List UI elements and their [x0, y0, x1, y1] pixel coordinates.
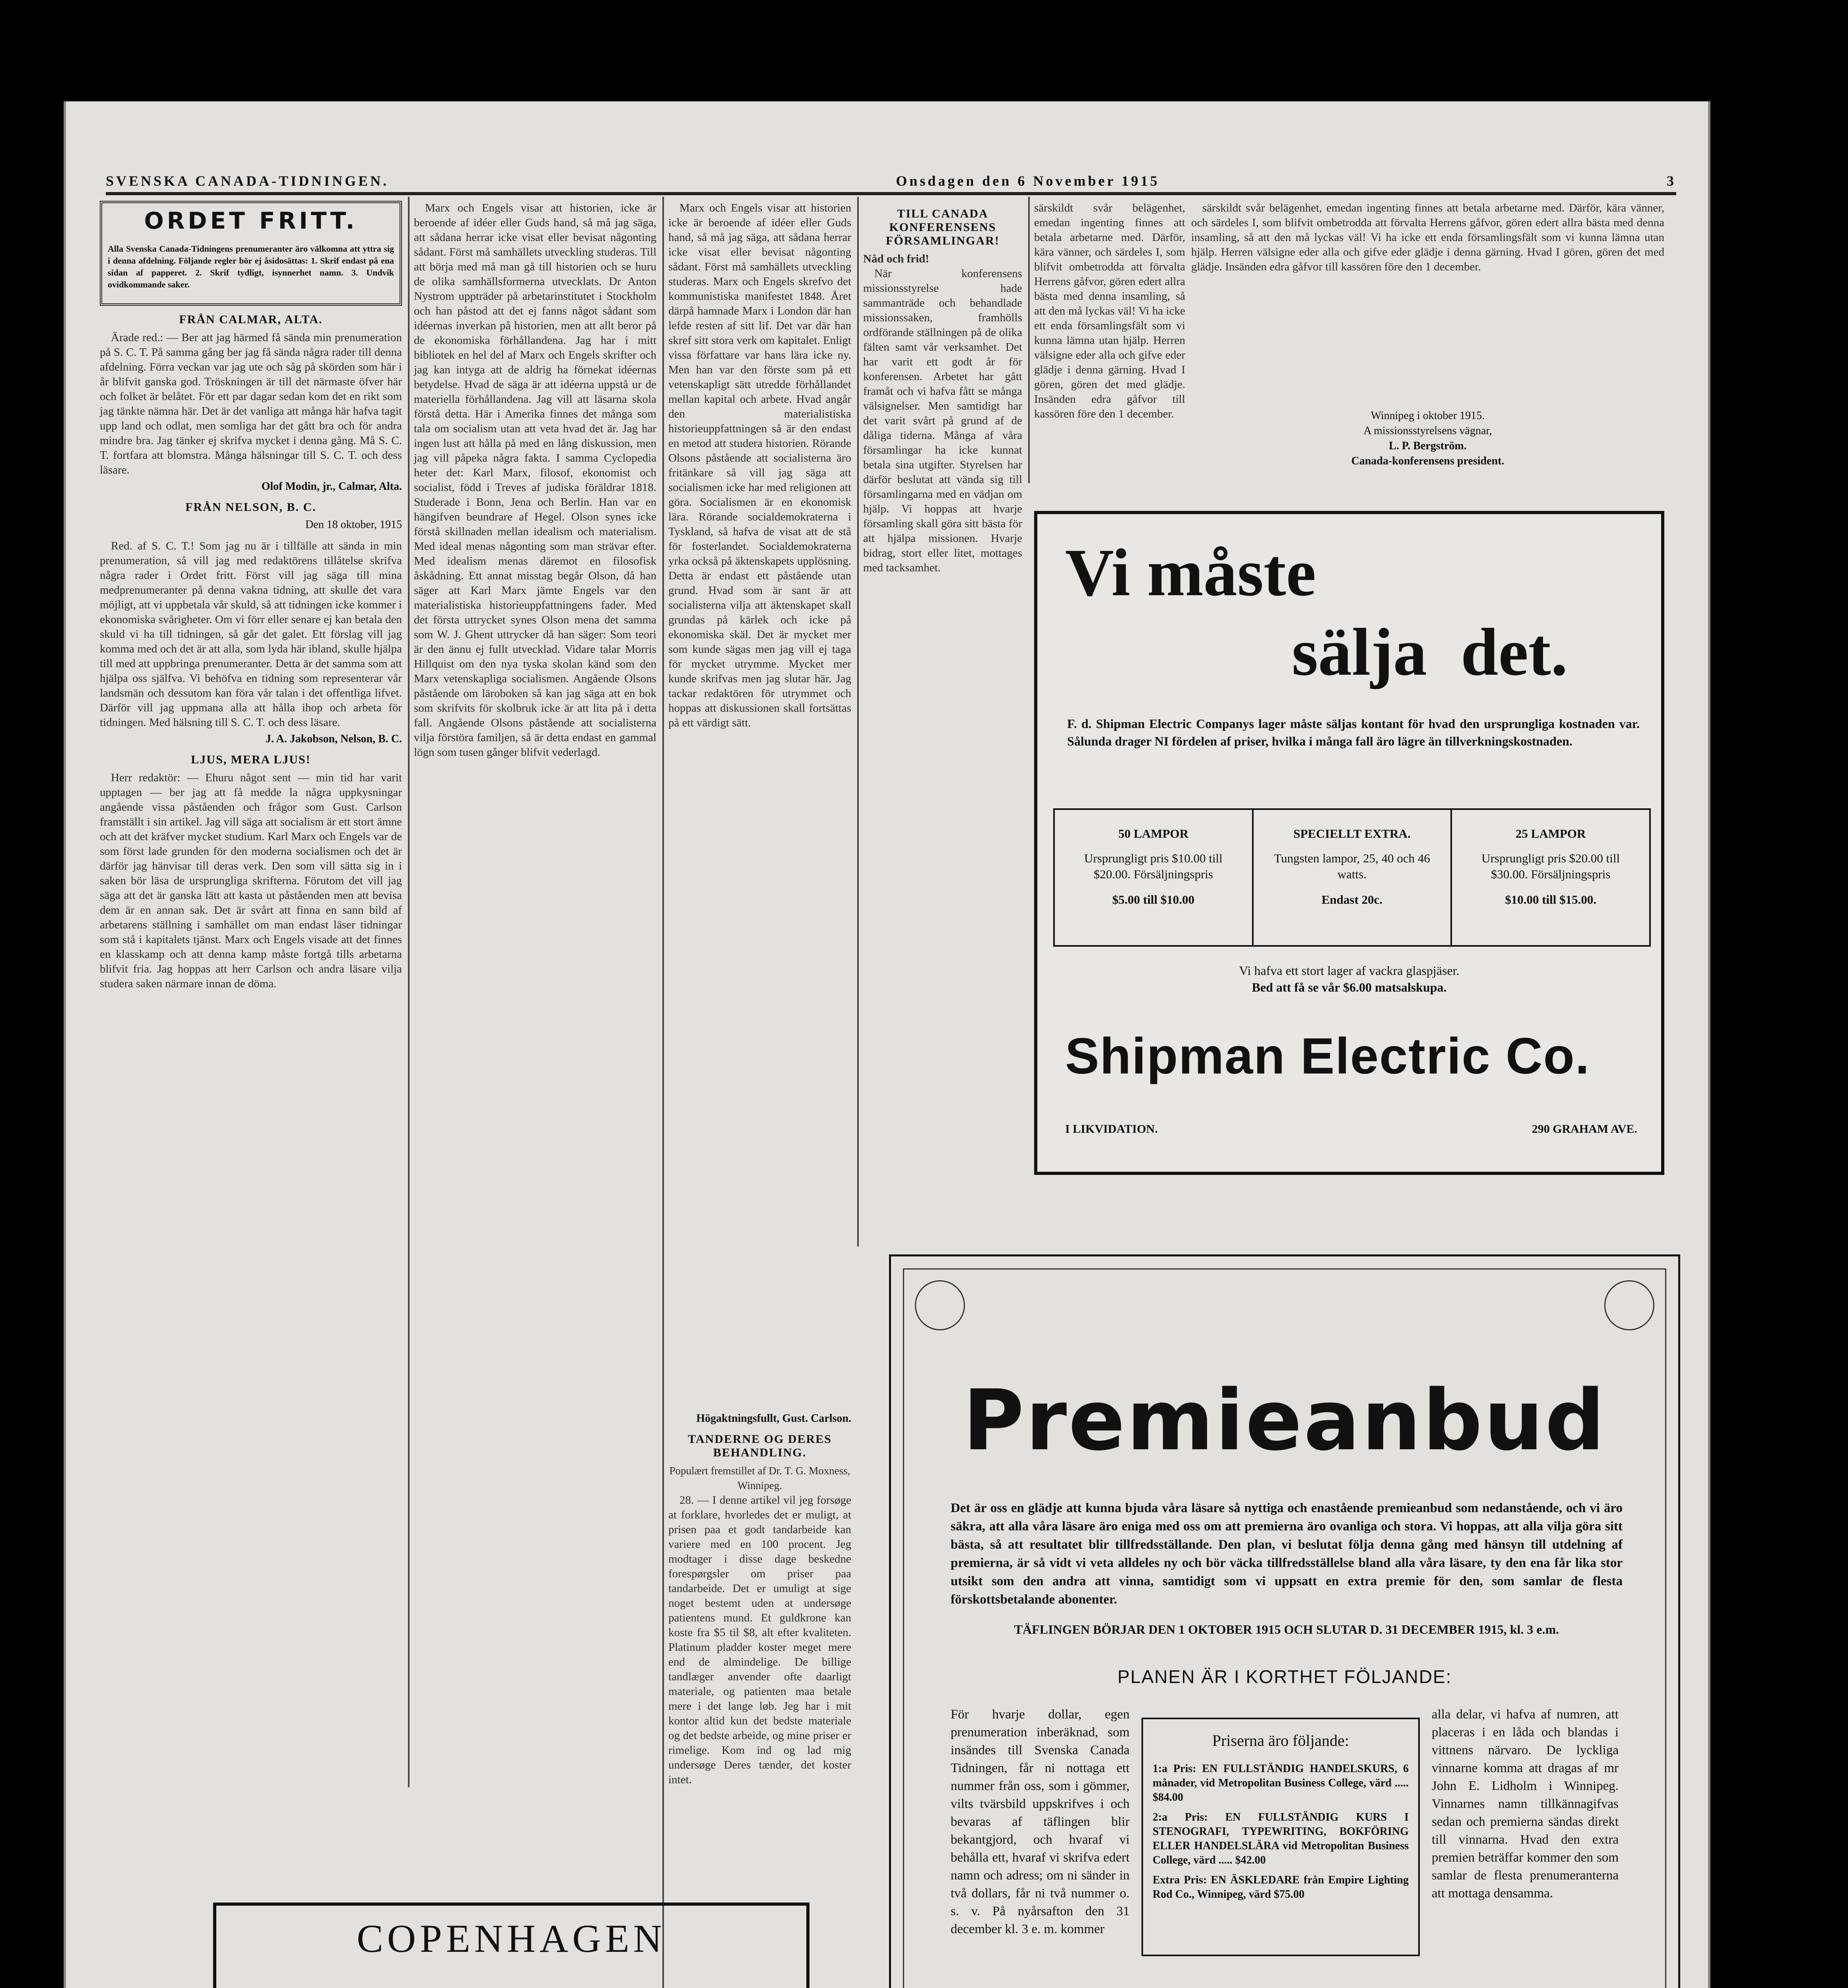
- letter-heading: FRÅN CALMAR, ALTA.: [179, 313, 323, 326]
- newspaper-page: [64, 101, 1710, 1988]
- plan-right-text: alla delar, vi hafva af numren, att placeras i en låda och blandas i vittnens närvaro. De lyckliga vinnarne komma att dragas af mr John E. Lidholm i Winnipeg. Vinnarnes namn tillkännagifvas sedan och premierna sändas direkt till vinnarna. Hvad den extra premien beträffar kommer den som samlar de flesta prenumeranterna att mottaga densamma.: [1432, 1707, 1619, 1901]
- column-ordet-fritt: [100, 201, 402, 1803]
- letter-body: Ärade red.: — Ber att jag härmed få sända min prenumeration på S. C. T. På samma gång ber jag få sända några rader till denna afdelning. Förra veckan var jag ute och såg på skörden som här i år blifvit ganska god. Tröskningen är till det närmaste öfver här och folket är belåtet. För ett par dagar sedan kom det en rikt som jag tänkte nämna här. Det är det vanliga att många här hafva tagit upp land och odlat, men somliga har det gått bra och för andra mindre bra. Jag tänker ej skrifva mycket i denna gång. Må S. C. T. fortfara att blomstra. Många hälsningar till S. C. T. och dess läsare.: [100, 331, 402, 476]
- plan-heading: PLANEN ÄR I KORTHET FÖLJANDE:: [1117, 1666, 1452, 1687]
- article-signature: Högaktningsfullt, Gust. Carlson.: [696, 1412, 851, 1425]
- notice-greeting: Nåd och frid!: [863, 252, 929, 265]
- ad-title: Premieanbud: [963, 1372, 1607, 1469]
- prizes-box: [1141, 1718, 1420, 1956]
- letter-signature: Olof Modin, jr., Calmar, Alta.: [261, 480, 402, 493]
- competition-dates: TÄFLINGEN BÖRJAR DEN 1 OKTOBER 1915 OCH SLUTAR D. 31 DECEMBER 1915, kl. 3 e.m.: [1014, 1622, 1559, 1637]
- ad-note-bold: Bed att få se vår $6.00 matsalskupa.: [1252, 980, 1447, 994]
- letter-heading: FRÅN NELSON, B. C.: [185, 501, 316, 514]
- article-subheading: Populært fremstillet af Dr. T. G. Moxness, Winnipeg.: [669, 1465, 850, 1491]
- copenhagen-advertisement: [213, 1903, 809, 1988]
- offer-special: [1254, 810, 1452, 945]
- offer-price: $5.00 till $10.00: [1112, 893, 1195, 907]
- notice-signature-name: L. P. Bergström.: [1389, 440, 1467, 452]
- premieanbud-advertisement: [889, 1254, 1680, 1988]
- prize-extra: Extra Pris: EN ÄSKLEDARE från Empire Lighting Rod Co., Winnipeg, värd $75.00: [1153, 1874, 1409, 1901]
- ad-offers: [1053, 808, 1651, 947]
- offer-lamps-50: [1055, 810, 1254, 945]
- page-header: [106, 170, 1676, 195]
- corner-ornament-icon: [915, 1280, 965, 1330]
- column-rule: [1028, 197, 1030, 483]
- prize-second: 2:a Pris: EN FULLSTÄNDIG KURS I STENOGRAFI, TYPEWRITING, BOKFÖRING ELLER HANDELSLÄRA vid Metropolitan Business College, värd ..... $42.00: [1153, 1811, 1409, 1866]
- letter-body: Red. af S. C. T.! Som jag nu är i tillfälle att sända in min prenumeration, så vill jag med redaktörens tillåtelse skrifva några rader i Ordet fritt. Först vill jag säga till mina medprenumeranter på denna vakna tidning, att skulle det vara möjligt, att vi uppbetala vår skuld, så att tidningen icke kommer i ekonomiska svårigheter. Om vi förr eller senare ej kan betala den skuld vi ha till tidningen, så går det galet. Ett förslag vill jag komma med och det är att alla, som lyda här ibland, skulle hjälpa till med att uppbringa prenumeranter. Detta är det samma som att hjälpa oss själfva. Vi behöfva en tidning som representerar vår landsmän och dessutom kan föra vår talan i det offentliga lifvet. Därför vill jag uppmana alla att hålla ihop och arbeta för tidningen. Med hälsning till S. C. T. och dess läsare.: [100, 540, 402, 729]
- company-address: 290 GRAHAM AVE.: [1532, 1122, 1637, 1136]
- corner-ornament-icon: [1604, 1280, 1654, 1330]
- notice-place-date: Winnipeg i oktober 1915.: [1370, 410, 1485, 422]
- offer-price: Endast 20c.: [1321, 893, 1383, 907]
- masthead-name: SVENSKA CANADA-TIDNINGEN.: [106, 173, 389, 189]
- offer-lamps-25: [1452, 810, 1649, 945]
- prize-first: 1:a Pris: EN FULLSTÄNDIG HANDELSKURS, 6 månader, vid Metropolitan Business College, värd ..... $84.00: [1153, 1763, 1409, 1804]
- notice-body: När konferensens missionsstyrelse hade sammanträde och behandlade missionssaken, framhölls ordförande ställningen på de olika fälten samt vår verksamhet. Det har varit ett godt år för konferensen. Arbetet har gått framåt och vi hafva fått se många välsignelser. Men samtidigt har det varit svårt på grund af de dåliga tiderna. Många af våra församlingar ha icke kunnat betala sina utgifter. Styrelsen har därför beslutat att vända sig till församlingarna med en vädjan om hjälp. Vi hoppas att hvarje församling skall göra sitt bästa för att hjälpa missionen. Hvarje bidrag, stort eller litet, mottages med tacksamhet.: [863, 267, 1022, 574]
- plan-left-text: För hvarje dollar, egen prenumeration inberäknad, som insändes till Svenska Canada Tidningen, får ni nottaga ett nummer från oss, som i gömmer, vilts tvärsbild uppskrifves i och bevaras af täflingen blir bekantgjord, och hvaraf vi behålla ett, hvaraf vi skrifva edert namn och adress; om ni sänder in två dollars, får ni två nummer o. s. v. På nyårsafton den 31 december kl. 3 e. m. kommer: [951, 1707, 1130, 1936]
- notice-body: särskildt svår belägenhet, emedan ingenting finnes att betala arbetarne med. Därför, kära vänner, och särdeles I, som blifvit ombetrodda att förvalta Herrens gåfvor, gören edert allra bästa med denna insamling, så att den må lyckas väl! Vi ha icke ett enda församlingsfält som vi kunna lämna utan hjälp. Herren välsigne eder alla och gifve eder glädje i denna gärning. Hvad I gören, gören det med glädje. Insänden edra gåfvor till kassören före den 1 december.: [1034, 202, 1185, 420]
- offer-heading: 50 LAMPOR: [1118, 827, 1189, 841]
- issue-date: Onsdagen den 6 November 1915: [896, 173, 1160, 189]
- letter-signature: J. A. Jakobson, Nelson, B. C.: [265, 733, 402, 745]
- offer-heading: SPECIELLT EXTRA.: [1293, 827, 1411, 841]
- liquidation-label: I LIKVIDATION.: [1065, 1122, 1158, 1136]
- column-konferens: [863, 201, 1022, 574]
- offer-heading: 25 LAMPOR: [1515, 827, 1586, 841]
- column-rule: [857, 197, 859, 1246]
- column-konferens-continued: [1034, 201, 1185, 495]
- ad-headline-2: sälja det.: [1292, 615, 1568, 689]
- notice-heading: TILL CANADA KONFERENSENS FÖRSAMLINGAR!: [886, 207, 1000, 247]
- article-body: 28. — I denne artikel vil jeg forsøge at forklare, hvorledes det er muligt, at prisen paa et godt tandarbeide kan variere med en 100 procent. Jeg modtager i disse dage beskedne forespørgsler om priser paa tandarbeide. Det er umuligt at sige noget bestemt uden at undersøge patientens mund. Et guldkrone kan koste fra $5 til $8, alt efter kvaliteten. Platinum pladder koster meget mere end de almindelige. De billige tandlæger anvender ofte daarligt materiale, og patienten maa betale mere i det lange løb. Jeg har i mit kontor altid kun det bedste materiale og det bedste arbeide, og mine priser er rimelige. Kom ind og lad mig undersøge Deres tænder, det koster intet.: [668, 1494, 851, 1786]
- offer-body: Tungsten lampor, 25, 40 och 46 watts.: [1274, 851, 1430, 881]
- letter-heading: LJUS, MERA LJUS!: [191, 753, 311, 766]
- column-konferens-end: [1191, 201, 1664, 495]
- ad-note: Vi hafva ett stort lager af vackra glaspjäser.: [1239, 963, 1460, 978]
- offer-body: Ursprungligt pris $20.00 till $30.00. Försäljningspris: [1481, 851, 1620, 881]
- ordet-fritt-box: [100, 201, 402, 306]
- offer-body: Ursprungligt pris $10.00 till $20.00. Försäljningspris: [1084, 851, 1223, 881]
- notice-on-behalf: A missionsstyrelsens vägnar,: [1363, 425, 1492, 437]
- notice-signature-title: Canada-konferensens president.: [1351, 455, 1504, 467]
- prizes-heading: Priserna äro följande:: [1212, 1732, 1349, 1749]
- letter-body: Herr redaktör: — Ehuru något sent — min tid har varit upptagen — ber jag att få medde la några uppkysningar angående vissa påståenden och frågor som Gust. Carlson framställt i sin artikel. Jag vill säga att socialism är ett stort ämne och att det kräfver mycket studium. Karl Marx och Engels var de som först lade grunden för den moderna socialismen och det är därför jag hänvisar till deras verk. Den som vill sätta sig in i saken bör läsa de ursprungliga skrifterna. Förutom det vill jag säga att det är ganska lätt att kasta ut påståenden men att bevisa dem är en annan sak. Det är svårt att finna en sann bild af arbetarens ställning i samhället om man endast läser tidningar som stå i kapitalets tjänst. Marx och Engels visade att det finnes en klasskamp och att denna kamp måste fortgå tills arbetarna blifvit fria. Jag hoppas att herr Carlson och andra läsare vilja studera saken närmare innan de döma.: [100, 771, 402, 990]
- column-article-continued: [414, 201, 656, 1791]
- page-number: 3: [1666, 173, 1676, 189]
- section-title: ORDET FRITT.: [144, 207, 358, 234]
- ad-intro: F. d. Shipman Electric Companys lager måste säljas kontant för hvad den ursprungliga kostnaden var. Sålunda drager NI fördelen af priser, hvilka i många fall äro lägre än tillverkningskostnaden.: [1067, 716, 1640, 748]
- column-rule: [662, 197, 664, 1988]
- notice-body-continued: särskildt svår belägenhet, emedan ingenting finnes att betala arbetarne med. Därför, kära vänner, och särdeles I, som blifvit ombetrodda att förvalta Herrens gåfvor, gören edert allra bästa med denna insamling, så att den må lyckas väl! Vi ha icke ett enda församlingsfält som vi kunna lämna utan hjälp. Herren välsigne eder alla och gifve eder glädje i denna gärning. Hvad I gören, gören det med glädje. Insänden edra gåfvor till kassören före den 1 december.: [1191, 202, 1664, 273]
- ad-body: Det är oss en glädje att kunna bjuda våra läsare så nyttiga och enastående premieanbud som nedanstående, och vi äro säkra, att alla våra läsare äro eniga med oss om att premierna äro ovanliga och stora. Vi hoppas, att alla vilja göra sitt bästa, så att resultatet blir tillfredsställande. Den plan, vi beslutat följa denna gång med hänsyn till utdelning af premierna, är så vidt vi veta alldeles ny och bör väcka tillfredsställelse bland alla våra läsare, ty den ena får lika stor utsikt som den andra att vinna, samtidigt som vi uppsatt en extra premie för den, som samlar de flesta förskottsbetalande abonenter.: [951, 1501, 1623, 1607]
- shipman-advertisement: [1034, 511, 1664, 1175]
- brand-name: COPENHAGEN: [357, 1916, 666, 1961]
- offer-price: $10.00 till $15.00.: [1505, 893, 1597, 907]
- snuff-can-icon: [387, 1985, 634, 1988]
- section-intro: Alla Svenska Canada-Tidningens prenumeranter äro välkomna att yttra sig i denna afdelning. Följande regler bör ej åsidosättas: 1. Skrif endast på ena sidan af papperet. 2. Skrif tydligt, isynnerhet namn. 3. Undvik ovidkommande saker.: [108, 244, 394, 289]
- column-rule: [408, 197, 410, 1787]
- article-body: Marx och Engels visar att historien, icke är beroende af idéer eller Guds hand, så må jag säga, att sådana herrar icke visat eller bevisat någonting sådant. Först må samhällets utveckling studeras. Till att börja med må man gå till historien och se huru de olika samhällsformerna utvecklats. Dr Anton Nystrom uppträder på arbetarinstitutet i Stockholm och han påstod att det ej fanns något sådant som idéernas inverkan på historien, men att allt beror på de ekonomiska förhållandena. Jag har i mitt bibliotek en hel del af Marx och Engels skrifter och jag kan intyga att de aldrig ha förnekat idéernas betydelse. Hvad de säga är att idéerna uppstå ur de materiella förhållandena. Jag vill att läsarna skola förstå detta. Här i Amerika finnes det många som tala om socialism utan att veta hvad det är. Jag har ingen lust att hålla på med en lång diskussion, men jag vill påpeka några fakta. I samma Cyclopedia heter det: Karl Marx, filosof, ekonomist och socialist, född i Treves af judiska föräldrar 1818. Studerade i Bonn, Jena och Berlin. Han var en hängifven beundrare af Hegel. Olson synes icke förstå skillnaden mellan idealism och materialism. Med ideal menas någonting som man strävar efter. Med idealism menas däremot en filosofisk åskådning. Ett annat misstag begår Olson, då han säger att Karl Marx jämte Engels var den materialistiska historieuppfattningens fader. Med det första uttrycket synes Olson mena det samma som W. J. Ghent uttrycker då han säger: Som teori är den ännu ej fullt utvecklad. Vidare talar Morris Hillquist om den nya tyska skolan känd som den Marx vetenskapliga socialismen. Angående Olsons påstående om läroboken så kan jag säga att en bok som skrifvits för skolbruk icke är att lita på i detta fall. Angående Olsons påstående att socialisterna vilja förstöra familjen, så är detta endast en gammal lögn som tusen gånger blifvit vederlagd.: [414, 202, 656, 759]
- article-body: Marx och Engels visar att historien icke är beroende af idéer eller Guds hand, så må jag säga, att sådana herrar icke visat eller bevisat någonting sådant. Först må samhällets utveckling studeras. Marx och Engels skrefvo det kommunistiska manifestet 1848. Året därpå hamnade Marx i London där han lefde resten af sitt lif. Det var där han skref sitt stora verk om kapitalet. Enligt vissa författare var hans lära icke ny. Men han var den förste som på ett vetenskapligt sätt utredde förhållandet mellan kapital och arbete. Hvad angår den materialistiska historieuppfattningen så är den endast en metod att studera historien. Rörande Olsons påstående att socialisterna äro fritänkare så vill jag säga att socialismen icke har med religionen att göra. Socialismen är en ekonomisk lära. Rörande socialdemokraterna i Tyskland, så hafva de visat att de stå för fosterlandet. Socialdemokraterna yrka också på äktenskapets upplösning. Detta är endast ett påstående utan grund. Hvad som är sant är att socialisterna vilja att äktenskapet skall grundas på kärlek och icke på ekonomiska skäl. Det är mycket mer som kunde sägas men jag vill ej taga för mycket utrymme. Mycket mer kunde skrifvas men jag slutar här. Jag tackar redaktören för utrymmet och hoppas att diskussionen skall fortsättas på ett värdigt sätt.: [668, 202, 851, 729]
- ad-headline-1: Vi måste: [1065, 535, 1316, 610]
- column-article-and-tanderne: [668, 201, 851, 1988]
- letter-date: Den 18 oktober, 1915: [305, 518, 402, 531]
- company-name: Shipman Electric Co.: [1065, 1028, 1590, 1085]
- article-heading: TANDERNE OG DERES BEHANDLING.: [688, 1433, 832, 1459]
